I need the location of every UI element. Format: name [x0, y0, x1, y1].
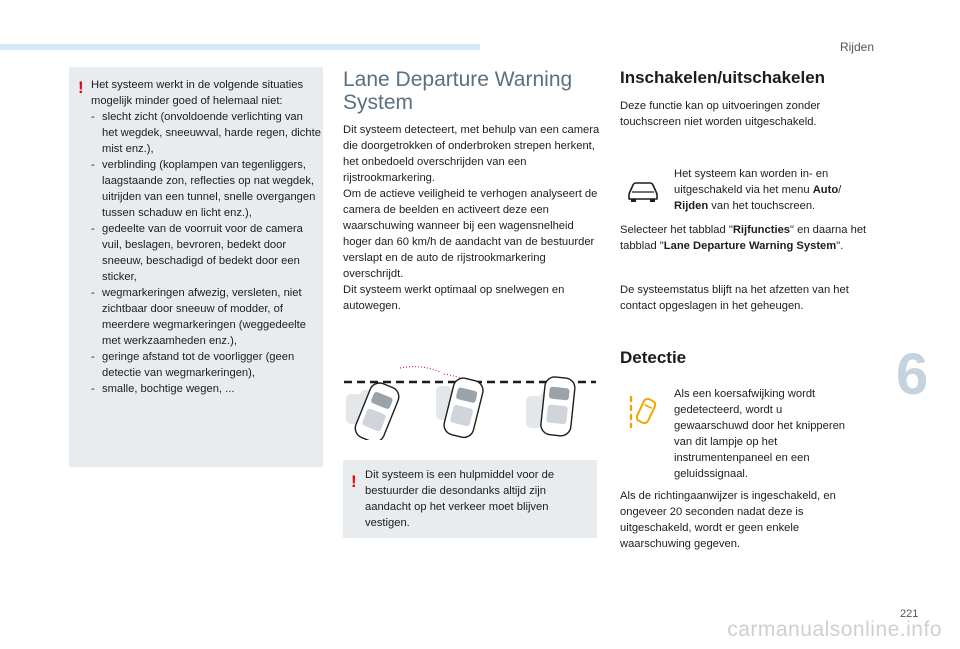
- warning-box-conditions: [69, 67, 323, 467]
- car-icon: [626, 180, 660, 202]
- text: van het touchscreen.: [708, 200, 816, 212]
- list-item: - smalle, bochtige wegen, ...: [91, 381, 321, 397]
- list-item: - gedeelte van de voorruit voor de camera vuil, beslagen, bevroren, bedekt door sneeuw, beschadigd of bedekt door een sticker,: [91, 221, 321, 285]
- detection-paragraph-2: Als de richtingaanwijzer is ingeschakeld, en ongeveer 20 seconden nadat deze is uitgeschakeld, wordt er geen enkele waarschuwing gegeven.: [620, 490, 836, 550]
- text: " en daarna het tabblad ": [620, 224, 867, 252]
- warning-list: [91, 109, 321, 397]
- warning-text: Dit systeem is een hulpmiddel voor de bestuurder die desondanks altijd zijn aandacht op het verkeer moet blijven vestigen.: [365, 469, 555, 529]
- warning-box-assist: [343, 460, 597, 538]
- exclamation-icon: !: [351, 472, 357, 491]
- paragraph: Dit systeem werkt optimaal op snelwegen en autowegen.: [343, 284, 565, 312]
- activation-title: Inschakelen/uitschakelen: [620, 68, 826, 87]
- activation-menu-paragraph: [674, 166, 864, 214]
- text: Het systeem kan worden in- en uitgeschakeld via het menu: [674, 168, 829, 196]
- lane-departure-warning-icon: [626, 393, 662, 429]
- lane-departure-title: Lane Departure Warning System: [343, 68, 573, 114]
- text: Selecteer het tabblad ": [620, 224, 733, 236]
- page-number: 221: [900, 608, 919, 620]
- tab-lane-departure: Lane Departure Warning System: [663, 240, 837, 252]
- list-item: - slecht zicht (onvoldoende verlichting van het wegdek, sneeuwval, harde regen, dichte mist enz.),: [91, 109, 321, 157]
- menu-auto: Auto: [812, 184, 839, 196]
- list-item: - wegmarkeringen afwezig, versleten, niet zichtbaar door sneeuw of modder, of meerdere wegmarkeringen (weggedeelte met werkzaamheden enz.),: [91, 285, 321, 349]
- paragraph: Dit systeem detecteert, met behulp van een camera die doorgetrokken of onderbroken strepen herkent, het onbedoeld overschrijden van een rijstrookmarkering.: [343, 124, 600, 184]
- lane-departure-body: [343, 122, 601, 314]
- status-paragraph: De systeemstatus blijft na het afzetten van het contact opgeslagen in het geheugen.: [620, 284, 849, 312]
- lane-departure-illustration: [340, 362, 598, 440]
- tab-rijfuncties: Rijfuncties: [732, 224, 791, 236]
- warning-intro: Het systeem werkt in de volgende situaties mogelijk minder goed of helemaal niet:: [91, 79, 304, 107]
- text: /: [838, 184, 842, 196]
- paragraph: Om de actieve veiligheid te verhogen analyseert de camera de beelden en activeert deze een waarschuwing wanneer bij een wagensnelheid hoger dan 60 km/h de aandacht van de bestuurder verslapt en de auto de rijstrookmarkering overschrijdt.: [343, 188, 598, 280]
- activation-tab-paragraph: [620, 222, 870, 254]
- detection-paragraph: Als een koersafwijking wordt gedetecteerd, wordt u gewaarschuwd door het knipperen van dit lampje op het instrumentenpaneel en een geluidssignaal.: [674, 388, 846, 480]
- section-label: Rijden: [839, 40, 874, 54]
- detection-title: Detectie: [620, 348, 687, 367]
- chapter-number: 6: [896, 342, 929, 407]
- list-item: - verblinding (koplampen van tegenliggers, laagstaande zon, reflecties op nat wegdek, uitrijden van een tunnel, snelle overgangen tussen schaduw en licht enz.),: [91, 157, 321, 221]
- list-item: - geringe afstand tot de voorligger (geen detectie van wegmarkeringen),: [91, 349, 321, 381]
- menu-rijden: Rijden: [674, 200, 709, 212]
- activation-paragraph: Deze functie kan op uitvoeringen zonder touchscreen niet worden uitgeschakeld.: [620, 100, 821, 128]
- text: ".: [836, 240, 844, 252]
- watermark: carmanualsonline.info: [727, 618, 942, 641]
- exclamation-icon: !: [78, 78, 84, 97]
- header-bar: [0, 44, 480, 50]
